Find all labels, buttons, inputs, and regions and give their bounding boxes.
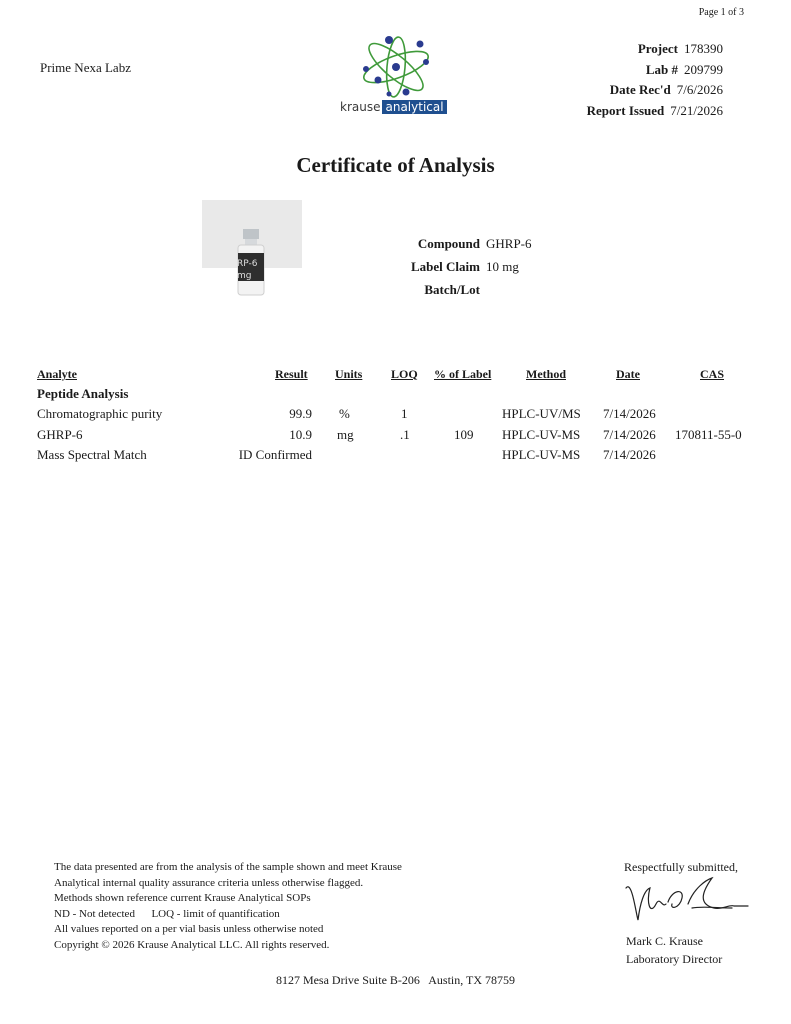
compound-info	[380, 232, 532, 301]
footer-note-line: Copyright © 2026 Krause Analytical LLC. All rights reserved.	[54, 938, 330, 951]
page-title: Certificate of Analysis	[296, 153, 495, 177]
cell-analyte: Mass Spectral Match	[37, 447, 147, 462]
compound-value: GHRP-6	[486, 236, 532, 251]
logo-text-krause: krause	[340, 100, 381, 114]
footer-note-line: Analytical internal quality assurance criteria unless otherwise flagged.	[54, 876, 364, 889]
page-number: Page 1 of 3	[698, 7, 744, 18]
header-percent-label: % of Label	[434, 367, 492, 381]
cell-date: 7/14/2026	[603, 406, 656, 421]
cell-date: 7/14/2026	[603, 427, 656, 442]
project-label: Project	[637, 41, 678, 56]
header-analyte: Analyte	[37, 367, 77, 381]
cell-method: HPLC-UV-MS	[502, 447, 581, 462]
cell-units: %	[339, 406, 350, 421]
date-received-label: Date Rec'd	[609, 82, 671, 98]
cell-cas: 170811-55-0	[675, 427, 742, 442]
header-method: Method	[526, 367, 566, 381]
header-units: Units	[335, 367, 363, 381]
section-peptide-analysis: Peptide Analysis	[37, 386, 129, 401]
cell-loq: 1	[401, 406, 408, 421]
signer-name: Mark C. Krause	[626, 934, 703, 948]
cell-result: 10.9	[289, 427, 312, 442]
date-received-value: 7/6/2026	[676, 82, 723, 98]
signature-image	[622, 874, 752, 926]
vial-label-line2: mg	[237, 271, 252, 281]
label-claim-label: Label Claim	[411, 259, 480, 274]
signer-info	[626, 932, 722, 968]
lab-number-value: 209799	[684, 61, 723, 77]
compound-label: Compound	[417, 236, 480, 251]
signer-title: Laboratory Director	[626, 952, 723, 966]
client-name: Prime Nexa Labz	[40, 60, 131, 75]
lab-address: 8127 Mesa Drive Suite B-206 Austin, TX 78759	[275, 973, 516, 987]
cell-loq: .1	[400, 427, 410, 442]
cell-date: 7/14/2026	[603, 447, 656, 462]
cell-analyte: Chromatographic purity	[37, 406, 163, 421]
report-issued-value: 7/21/2026	[670, 102, 723, 118]
report-issued-label: Report Issued	[586, 102, 665, 118]
header-cas: CAS	[700, 367, 725, 381]
cell-units: mg	[337, 427, 354, 442]
vial-icon	[236, 229, 266, 299]
atom-logo-icon	[356, 34, 436, 100]
footer-note-line: The data presented are from the analysis of the sample shown and meet Krause	[54, 861, 402, 873]
cell-analyte: GHRP-6	[37, 427, 83, 442]
cell-method: HPLC-UV-MS	[502, 427, 581, 442]
cell-method: HPLC-UV/MS	[502, 406, 581, 421]
respectfully-submitted: Respectfully submitted,	[624, 860, 738, 874]
footer-note-line: All values reported on a per vial basis unless otherwise noted	[54, 923, 324, 935]
logo-text-analytical: analytical	[382, 100, 446, 114]
project-value: 178390	[684, 41, 723, 56]
header-loq: LOQ	[391, 367, 418, 381]
cell-percent-label: 109	[454, 427, 474, 442]
header-result: Result	[275, 367, 308, 381]
footer-note-line: Methods shown reference current Krause Analytical SOPs	[54, 892, 311, 904]
vial-label-line1: RP-6	[237, 259, 258, 269]
footer-note-line: ND - Not detected LOQ - limit of quantification	[54, 907, 280, 920]
cell-result: 99.9	[289, 406, 312, 421]
cell-result: ID Confirmed	[238, 447, 312, 462]
batch-lot-label: Batch/Lot	[424, 282, 480, 297]
report-meta	[587, 39, 723, 121]
footer-notes	[54, 860, 402, 953]
label-claim-value: 10 mg	[486, 259, 519, 274]
header-date: Date	[616, 367, 640, 381]
lab-number-label: Lab #	[645, 61, 678, 77]
company-logo	[338, 34, 458, 120]
